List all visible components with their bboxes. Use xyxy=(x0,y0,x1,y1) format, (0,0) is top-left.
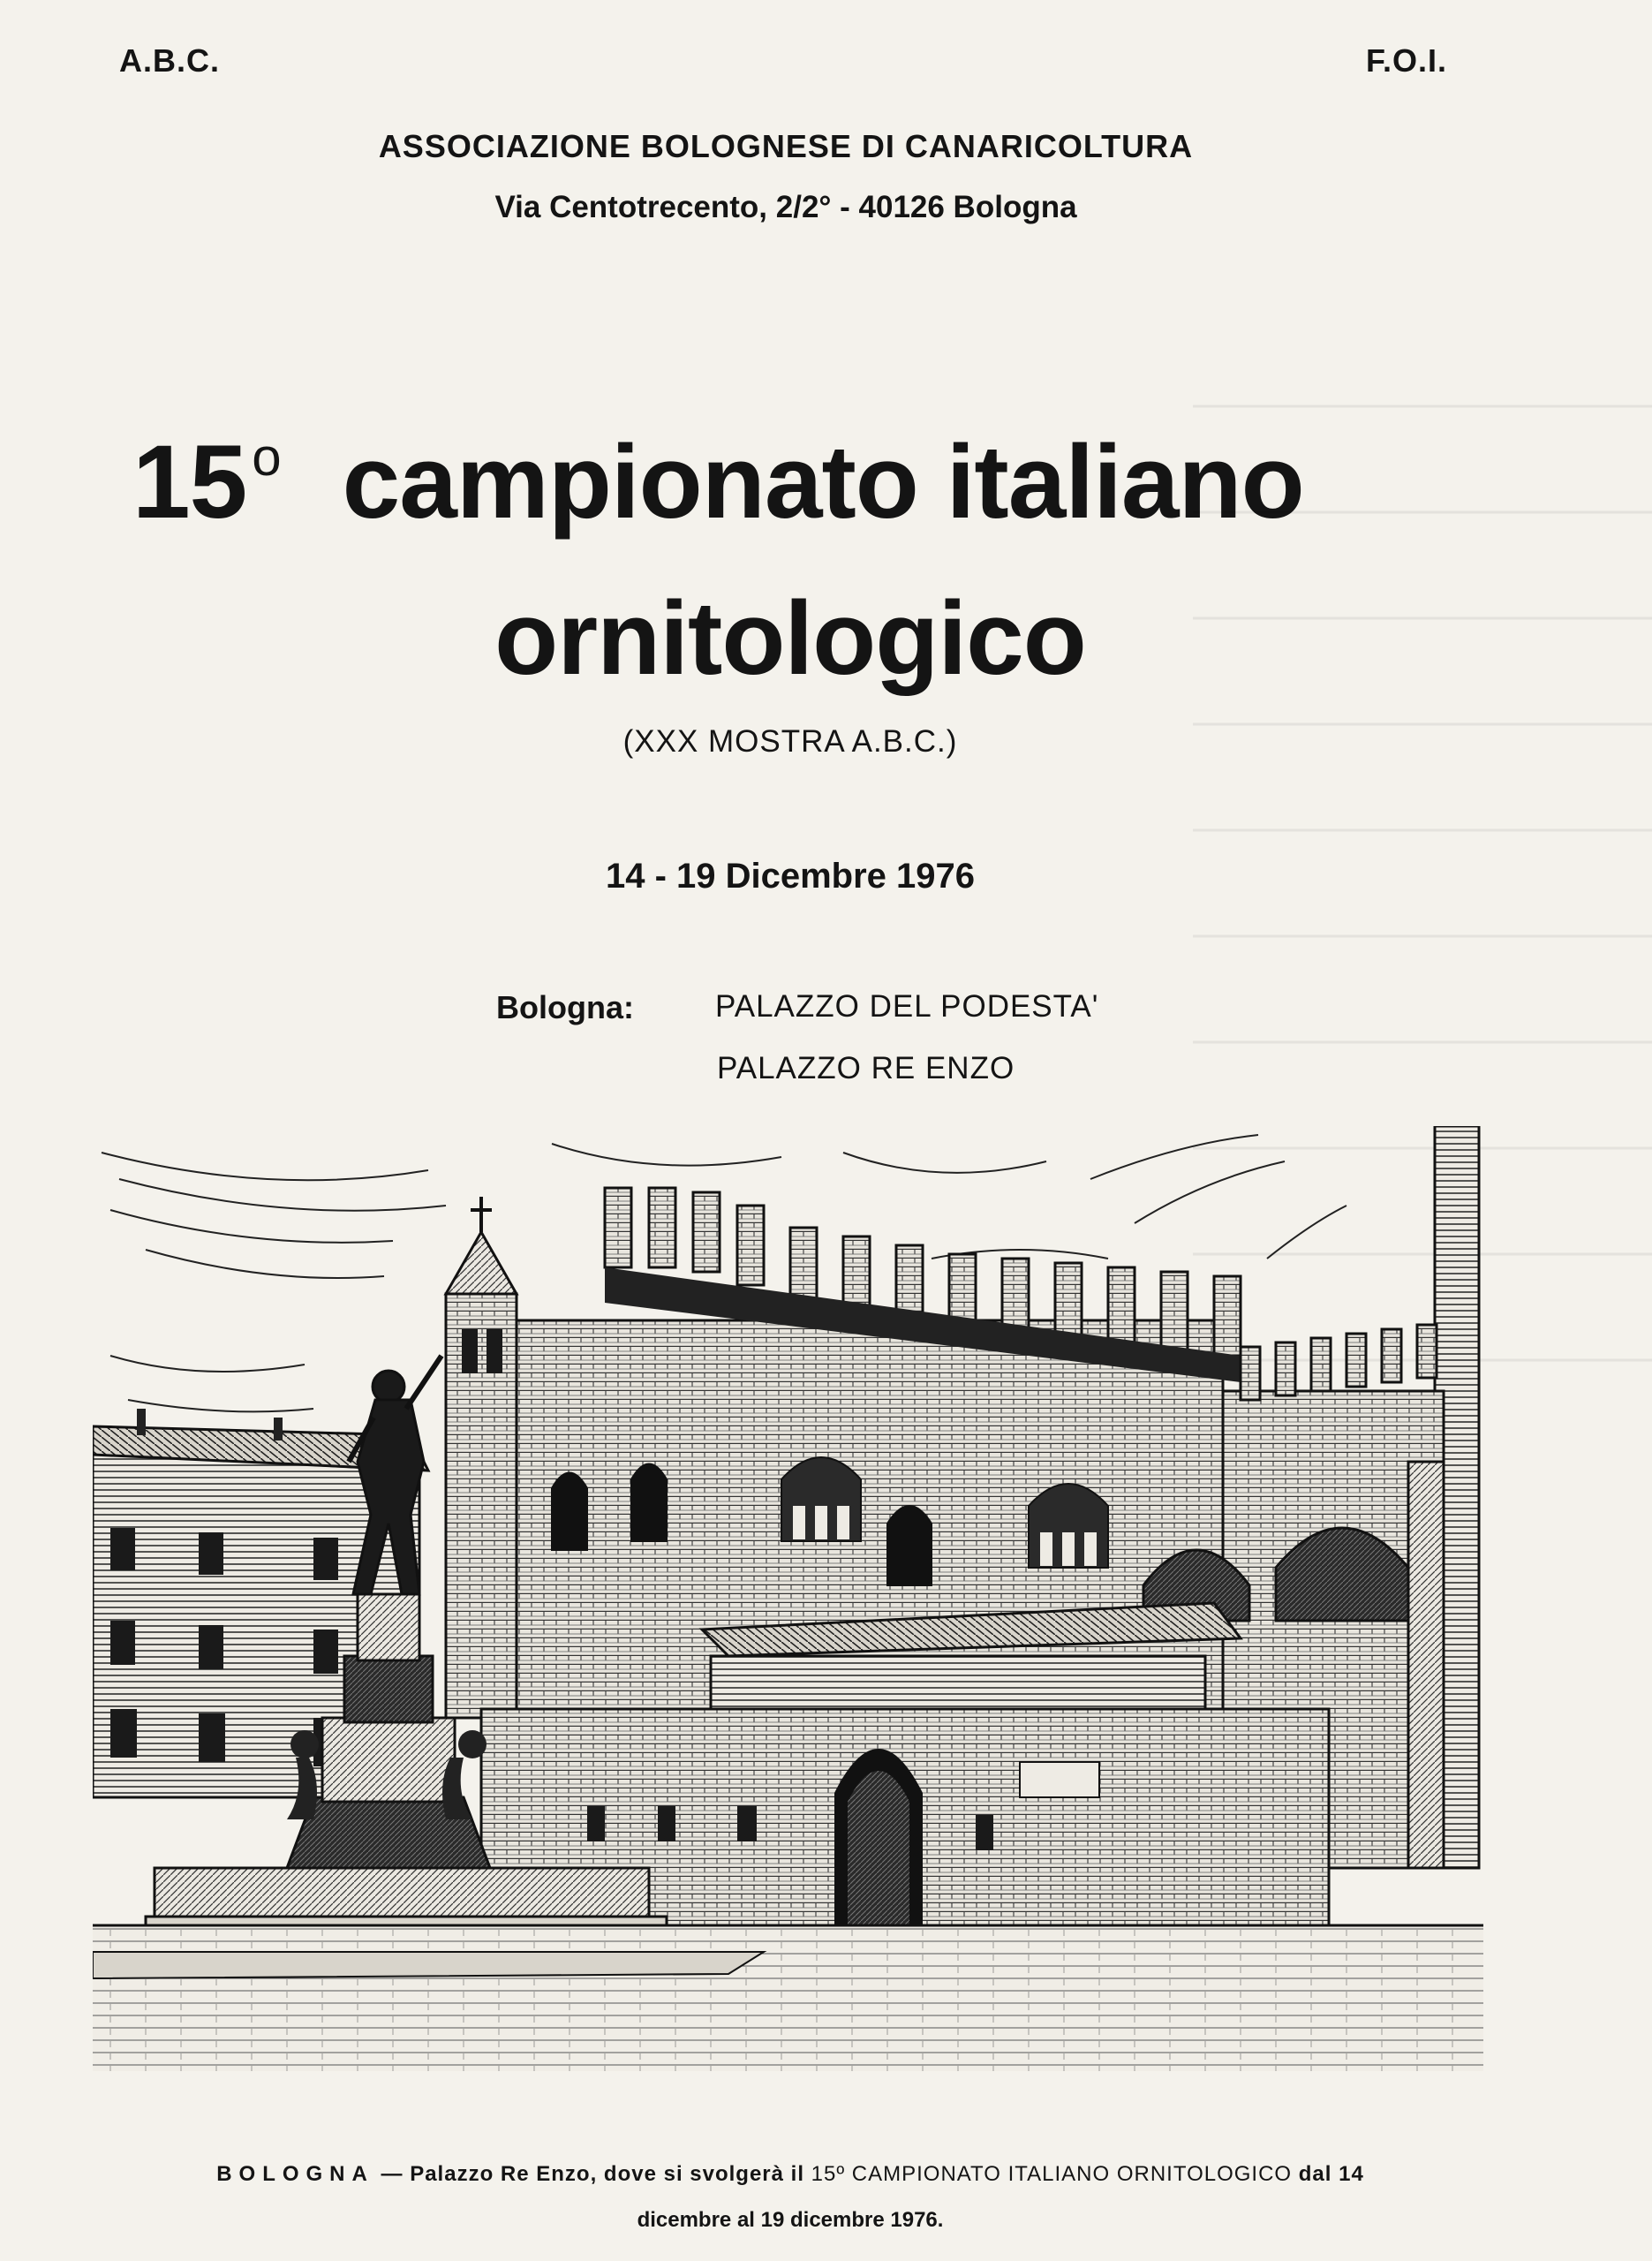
venue-podesta: PALAZZO DEL PODESTA' xyxy=(715,989,1099,1024)
association-address: Via Centotrecento, 2/2° - 40126 Bologna xyxy=(494,190,1077,224)
venue-re-enzo: PALAZZO RE ENZO xyxy=(717,1051,1015,1085)
caption-city: BOLOGNA xyxy=(216,2162,374,2186)
caption-line-2: dicembre al 19 dicembre 1976. xyxy=(637,2208,944,2232)
foi-acronym: F.O.I. xyxy=(1365,42,1447,79)
title-line-1 xyxy=(132,422,1304,542)
subtitle: (XXX MOSTRA A.B.C.) xyxy=(622,724,958,759)
event-dates: 14 - 19 Dicembre 1976 xyxy=(605,857,976,896)
caption-part-3: dal 14 xyxy=(1292,2162,1364,2186)
palazzo-re-enzo-illustration xyxy=(93,1126,1483,2071)
ordinal-indicator: o xyxy=(252,427,281,487)
caption-part-1: — Palazzo Re Enzo, dove si svolgerà il xyxy=(373,2162,811,2186)
association-name: ASSOCIAZIONE BOLOGNESE DI CANARICOLTURA xyxy=(378,128,1194,164)
championship-number: 15 xyxy=(132,424,247,541)
caption-line-1 xyxy=(0,2162,1580,2187)
title-text-1: campionato italiano xyxy=(342,424,1304,541)
abc-acronym: A.B.C. xyxy=(119,42,220,79)
title-line-2: ornitologico xyxy=(494,580,1086,697)
city-label: Bologna: xyxy=(496,989,634,1025)
caption-part-2: 15º CAMPIONATO ITALIANO ORNITOLOGICO xyxy=(811,2162,1293,2186)
